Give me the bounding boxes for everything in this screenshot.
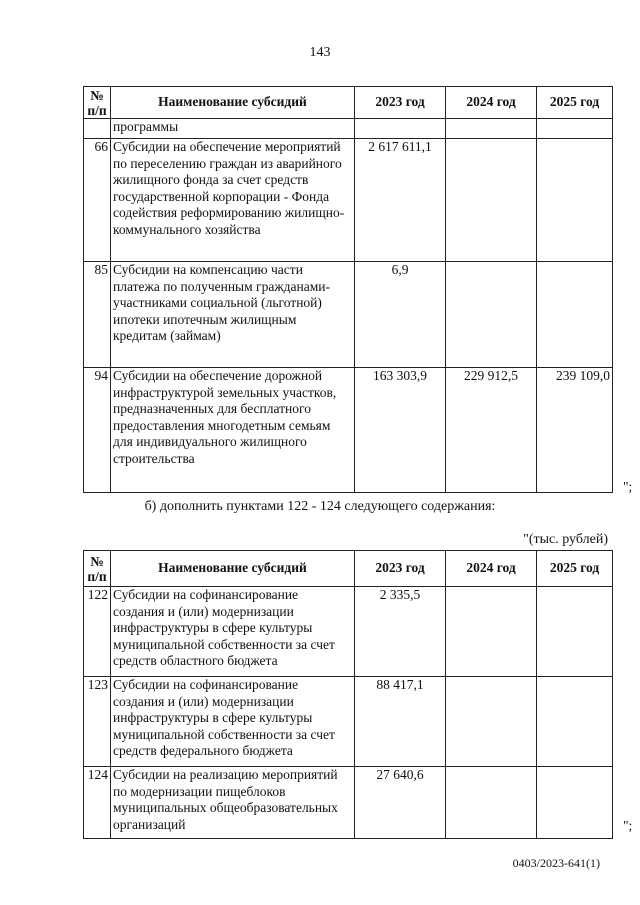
row-value-2025 <box>537 262 613 368</box>
row-subsidy-name: Субсидии на обеспечение мероприятий по переселению граждан из аварийного жилищного фонда за счет средств государственной корпорации - Фонда содействия реформированию жилищно-коммунального хозяйства <box>111 139 355 262</box>
row-value-2023: 163 303,9 <box>355 368 446 493</box>
table-row <box>84 119 613 139</box>
row-value-2024 <box>446 767 537 839</box>
row-number: 94 <box>84 368 111 493</box>
row-value-2023: 2 617 611,1 <box>355 139 446 262</box>
header-2023: 2023 год <box>355 87 446 119</box>
header-2025: 2025 год <box>537 87 613 119</box>
closing-quote-mark: "; <box>623 818 633 833</box>
table-header-row <box>84 551 613 587</box>
table-row <box>84 677 613 767</box>
row-number: 85 <box>84 262 111 368</box>
document-code: 0403/2023-641(1) <box>512 856 600 870</box>
row-value-2024 <box>446 262 537 368</box>
row-value-2025 <box>537 119 613 139</box>
header-2024: 2024 год <box>446 87 537 119</box>
row-number: 122 <box>84 587 111 677</box>
header-2025: 2025 год <box>537 551 613 587</box>
row-value-2025 <box>537 587 613 677</box>
table-row <box>84 368 613 493</box>
closing-quote-mark: "; <box>623 479 633 494</box>
row-number <box>84 119 111 139</box>
row-subsidy-name: Субсидии на реализацию мероприятий по модернизации пищеблоков муниципальных общеобразовательных организаций <box>111 767 355 839</box>
row-value-2024: 229 912,5 <box>446 368 537 493</box>
row-value-2024 <box>446 587 537 677</box>
units-note: "(тыс. рублей) <box>523 532 608 547</box>
row-subsidy-name: программы <box>111 119 355 139</box>
row-value-2025 <box>537 767 613 839</box>
row-value-2024 <box>446 119 537 139</box>
row-number: 66 <box>84 139 111 262</box>
header-2023: 2023 год <box>355 551 446 587</box>
row-subsidy-name: Субсидии на обеспечение дорожной инфраструктурой земельных участков, предназначенных для бесплатного предоставления многодетным семьям для индивидуального жилищного строительства <box>111 368 355 493</box>
row-number: 124 <box>84 767 111 839</box>
table-header-row <box>84 87 613 119</box>
row-value-2023: 6,9 <box>355 262 446 368</box>
page-number: 143 <box>309 45 331 60</box>
header-2024: 2024 год <box>446 551 537 587</box>
row-value-2024 <box>446 677 537 767</box>
row-value-2023: 88 417,1 <box>355 677 446 767</box>
row-subsidy-name: Субсидии на софинансирование создания и (или) модернизации инфраструктуры в сфере культуры муниципальной собственности за счет средств федерального бюджета <box>111 677 355 767</box>
row-subsidy-name: Субсидии на компенсацию части платежа по полученным гражданами-участниками социальной (льготной) ипотеки ипотечным жилищным кредитам (займам) <box>111 262 355 368</box>
row-number: 123 <box>84 677 111 767</box>
table-row <box>84 139 613 262</box>
row-value-2023 <box>355 119 446 139</box>
header-subsidy-name: Наименование субсидий <box>111 551 355 587</box>
row-value-2023: 27 640,6 <box>355 767 446 839</box>
table-row <box>84 767 613 839</box>
table-row <box>84 587 613 677</box>
row-value-2023: 2 335,5 <box>355 587 446 677</box>
table-row <box>84 262 613 368</box>
subsidies-table-continued <box>83 86 613 493</box>
header-number: № п/п <box>84 551 111 587</box>
header-number: № п/п <box>84 87 111 119</box>
subsidies-table-new-items <box>83 550 613 839</box>
instruction-text: б) дополнить пунктами 122 - 124 следующего содержания: <box>144 499 496 514</box>
row-value-2024 <box>446 139 537 262</box>
row-value-2025: 239 109,0 <box>537 368 613 493</box>
row-subsidy-name: Субсидии на софинансирование создания и (или) модернизации инфраструктуры в сфере культуры муниципальной собственности за счет средств областного бюджета <box>111 587 355 677</box>
row-value-2025 <box>537 677 613 767</box>
header-subsidy-name: Наименование субсидий <box>111 87 355 119</box>
row-value-2025 <box>537 139 613 262</box>
